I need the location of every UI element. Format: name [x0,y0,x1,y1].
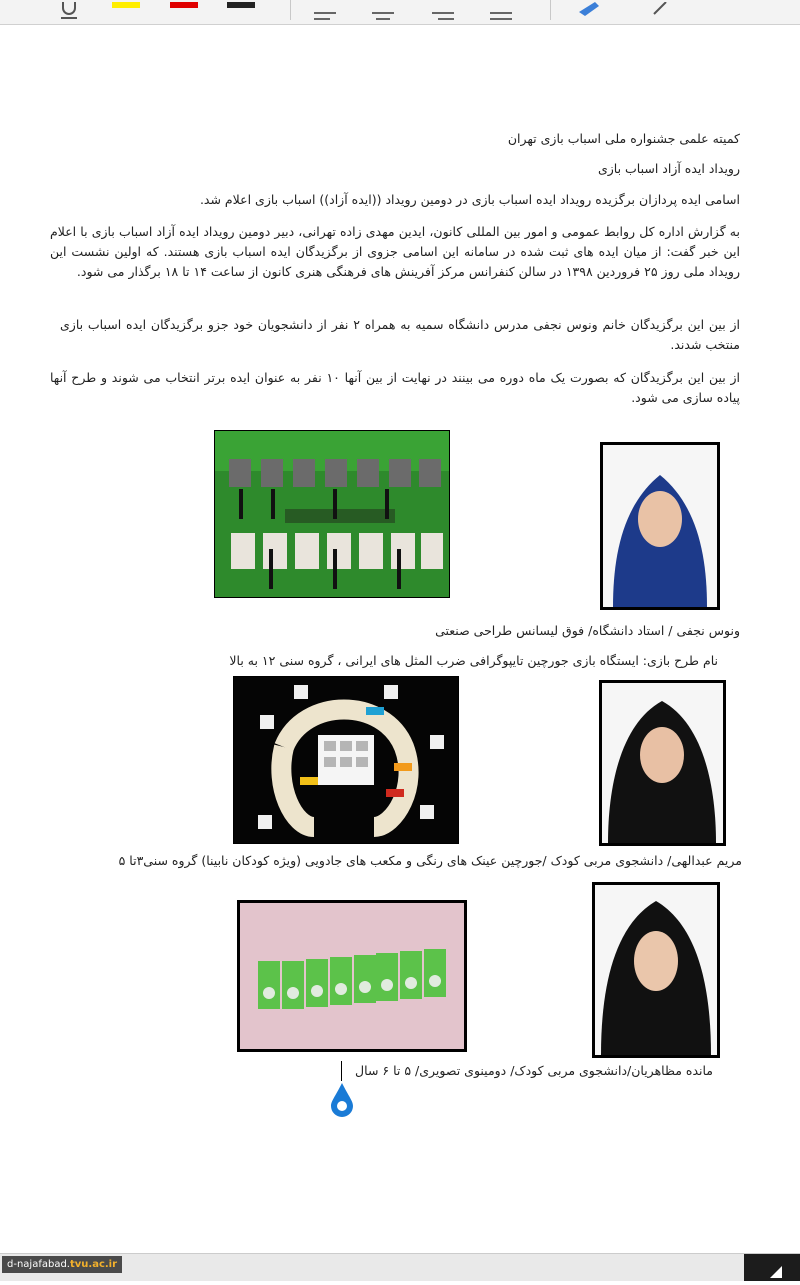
editor-toolbar [0,0,800,25]
font-color-red-icon[interactable] [170,2,198,26]
align-left-icon[interactable] [314,2,340,26]
intro-paragraph: اسامی ایده پردازان برگزیده رویداد ایده اسباب بازی در دومین رویداد ((ایده آزاد)) اسباب بازی اعلام شد. [199,192,740,207]
university-paragraph: از بین این برگزیدگان خانم ونوس نجفی مدرس دانشگاه سمیه به همراه ۲ نفر از دانشجویان خود جزو برگزیدگان ایده اسباب بازی منتخب شدند. [60,317,740,352]
winner-3-caption: مانده مظاهریان/دانشجوی مربی کودک/ دومینوی تصویری/ ۵ تا ۶ سال [355,1063,713,1078]
highlight-color-icon[interactable] [112,2,140,26]
bottom-bar [0,1253,800,1281]
edit-icon[interactable] [652,2,672,26]
winner-2-caption: مریم عبدالهی/ دانشجوی مربی کودک /جورچین عینک های رنگی و مکعب های جادویی (ویژه کودکان نابینا) گروه سنی۳تا ۵ [118,853,742,868]
text-cursor [341,1061,342,1081]
toolbar-divider [290,0,291,20]
site-prefix: d-najafabad. [7,1259,70,1270]
align-center-icon[interactable] [372,2,398,26]
document-page [0,25,800,1253]
corner-arrow-icon [770,1266,782,1278]
document-heading: کمیته علمی جشنواره ملی اسباب بازی تهران [507,131,740,146]
toolbar-divider [550,0,551,20]
expand-corner-button[interactable] [744,1254,800,1281]
portrait-photo-1 [600,442,720,610]
site-watermark [2,1256,122,1273]
cursor-handle-icon[interactable] [331,1083,353,1117]
font-color-black-icon[interactable] [227,2,255,26]
document-subheading: رویداد ایده آزاد اسباب بازی [597,161,740,176]
picture-domino-photo [237,900,467,1052]
underline-icon[interactable] [58,2,80,26]
report-paragraph: به گزارش اداره کل روابط عمومی و امور بین المللی کانون، ایدین مهدی زاده تهرانی، دبیر دومین رویداد ایده آزاد اسباب بازی با اعلام این خبر گفت: از میان ایده های ثبت شده در سامانه این اسامی جزوی از برگزیدگان ایده اسباب بازی هستند. که اولین نشست این رویداد ملی روز ۲۵ فروردین ۱۳۹۸ در سالن کنفرانس مرکز آفرینش های فرهنگی هنری کانون از ساعت ۱۴ تا ۱۸ برگذار می شود. [50,224,740,279]
typography-game-photo [214,430,450,598]
swatch-yellow [112,2,140,8]
colored-glasses-puzzle-photo [233,676,459,844]
winner-1-caption: ونوس نجفی / استاد دانشگاه/ فوق لیسانس طراحی صنعتی [435,623,740,638]
align-right-icon[interactable] [432,2,458,26]
site-suffix: tvu.ac.ir [69,1259,118,1270]
paragraph-direction-icon[interactable] [490,2,516,26]
portrait-photo-3 [592,882,720,1058]
winner-1-project: نام طرح بازی: ایستگاه بازی جورچین تایپوگرافی ضرب المثل های ایرانی ، گروه سنی ۱۲ به بالا [229,653,718,668]
portrait-photo-2 [599,680,726,846]
pen-icon[interactable] [577,2,603,26]
selection-paragraph: از بین این برگزیدگان که بصورت یک ماه دوره می بینند در نهایت از بین آنها ۱۰ نفر به عنوان ایده برتر انتخاب می شوند و طرح آنها پیاده سازی می شود. [50,370,740,405]
